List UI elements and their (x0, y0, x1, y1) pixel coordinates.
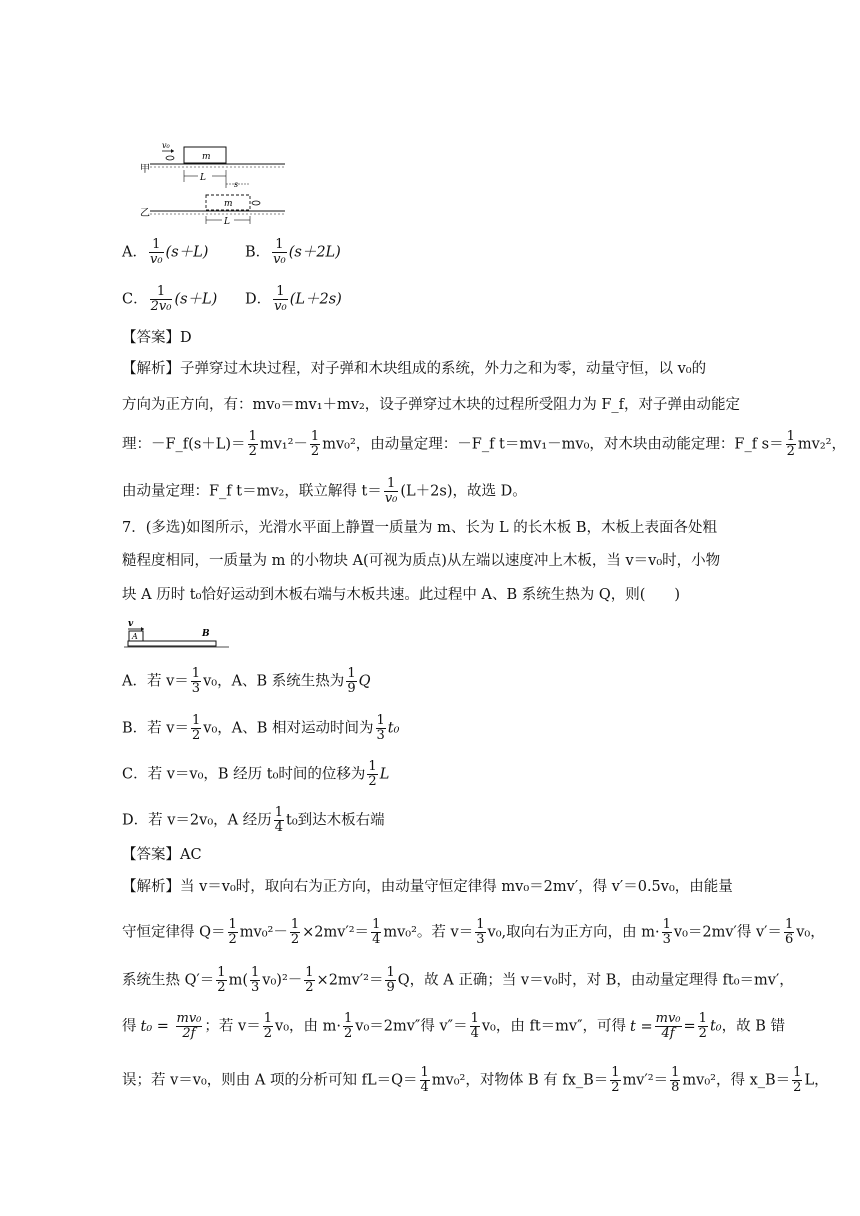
q7-option-b[interactable]: B．若 v＝ $\frac{1}{2}$ v₀，A、B 相对运动时间为 $\frac{1}{3}$ t₀ (122, 713, 400, 743)
fig2-board-B (128, 641, 216, 646)
svg-text:m: m (224, 199, 233, 209)
q6-option-a[interactable]: A． $\frac{1}{\text{v₀}}$ (s＋L) (122, 237, 209, 267)
q6-analysis-line4: 由动量定理：F_f t＝mv₂，联立解得 t＝ $\frac{1}{\text{v₀}}$ (L＋2s)，故选 D。 (122, 476, 527, 506)
bullet-block-figure (140, 140, 290, 225)
q7-stem-line1: 7．(多选)如图所示，光滑水平面上静置一质量为 m、长为 L 的长木板 B，木板上表面各处粗 (122, 520, 718, 536)
q7-answer: 【答案】AC (122, 847, 202, 863)
board-block-figure (124, 618, 234, 648)
q6-analysis-line2: 方向为正方向，有：mv₀＝mv₁＋mv₂，设子弹穿过木块的过程所受阻力为 F_f，对子弹由动能定 (122, 397, 741, 413)
q6-option-c[interactable]: C． $\frac{1}{\text{2v₀}}$ (s＋L) (122, 284, 218, 314)
q6-option-d[interactable]: D． $\frac{1}{\text{v₀}}$ (L＋2s) (245, 284, 342, 314)
q6-option-b[interactable]: B． $\frac{1}{\text{v₀}}$ (s＋2L) (245, 237, 341, 267)
q6-answer: 【答案】D (122, 330, 192, 346)
svg-text:L: L (200, 173, 206, 183)
fig2-v-label: v (128, 619, 134, 629)
fig1-jia-label: 甲 (140, 164, 150, 175)
q7-stem-line2: 糙程度相同，一质量为 m 的小物块 A(可视为质点)从左端以速度冲上木板，当 v＝v₀时，小物 (122, 553, 721, 569)
svg-text:s: s (234, 180, 239, 189)
fig2-board-B-label: B (202, 629, 210, 639)
q7-option-d[interactable]: D．若 v＝2v₀，A 经历 $\frac{1}{4}$ t₀到达木板右端 (122, 805, 385, 835)
svg-text:A: A (132, 632, 138, 641)
q7-option-c[interactable]: C．若 v＝v₀，B 经历 t₀时间的位移为 $\frac{1}{2}$ L (122, 759, 390, 789)
q7-analysis-line1: 【解析】当 v＝v₀时，取向右为正方向，由动量守恒定律得 mv₀＝2mv′，得 v′＝0.5v₀，由能量 (122, 879, 733, 895)
q7-stem-line3: 块 A 历时 t₀恰好运动到木板右端与木板共速。此过程中 A、B 系统生热为 Q，则( ) (122, 587, 681, 603)
q6-analysis-line3: 理：－F_f(s＋L)＝ $\frac{1}{2}$ mv₁²－ $\frac{1}{2}$ mv₀²，由动量定理：－F_f t＝mv₁－mv₀，对木块由动能定理：F_f s＝ $\frac{1}{2}$ mv₂²， (122, 429, 846, 459)
fig1-yi-label: 乙 (140, 208, 150, 219)
q7-analysis-line3: 系统生热 Q′＝ $\frac{1}{2}$ m( $\frac{1}{3}$ v₀)²－ $\frac{1}{2}$ ×2mv′²＝ $\frac{1}{9}$ Q，故 A 正确；当 v＝v₀时，对 B，由动量定理得 ft₀＝mv′， (122, 965, 794, 995)
svg-text:m: m (202, 152, 211, 162)
q7-analysis-line4: 得 t₀ = $\frac{\text{mv₀}}{2f}$ ；若 v＝ $\frac{1}{2}$ v₀，由 m· $\frac{1}{2}$ v₀＝2mv″得 v″＝ $\frac{1}{4}$ v₀，由 ft＝mv″，可得 t = $\frac{\text{mv₀}}{4f}$ = $\frac{1}{2}$ t₀，故 B 错 (122, 1011, 785, 1041)
q7-analysis-line2: 守恒定律得 Q＝ $\frac{1}{2}$ mv₀²－ $\frac{1}{2}$ ×2mv′²＝ $\frac{1}{4}$ mv₀²。若 v＝ $\frac{1}{3}$ v₀,取向右为正方向，由 m· $\frac{1}{3}$ v₀＝2mv′得 v′＝ $\frac{1}{6}$ v₀， (122, 917, 825, 947)
fig1-v0-label: v₀ (162, 141, 170, 150)
q7-analysis-line5: 误；若 v＝v₀，则由 A 项的分析可知 fL＝Q＝ $\frac{1}{4}$ mv₀²，对物体 B 有 fx_B＝ $\frac{1}{2}$ mv′²＝ $\frac{1}{8}$ mv₀²，得 x_B＝ $\frac{1}{2}$ L， (122, 1065, 829, 1095)
q7-option-a[interactable]: A．若 v＝ $\frac{1}{3}$ v₀，A、B 系统生热为 $\frac{1}{9}$ Q (122, 666, 371, 696)
svg-text:L: L (224, 217, 230, 225)
q6-analysis-line1: 【解析】子弹穿过木块过程，对子弹和木块组成的系统，外力之和为零，动量守恒，以 v₀的 (122, 361, 707, 377)
